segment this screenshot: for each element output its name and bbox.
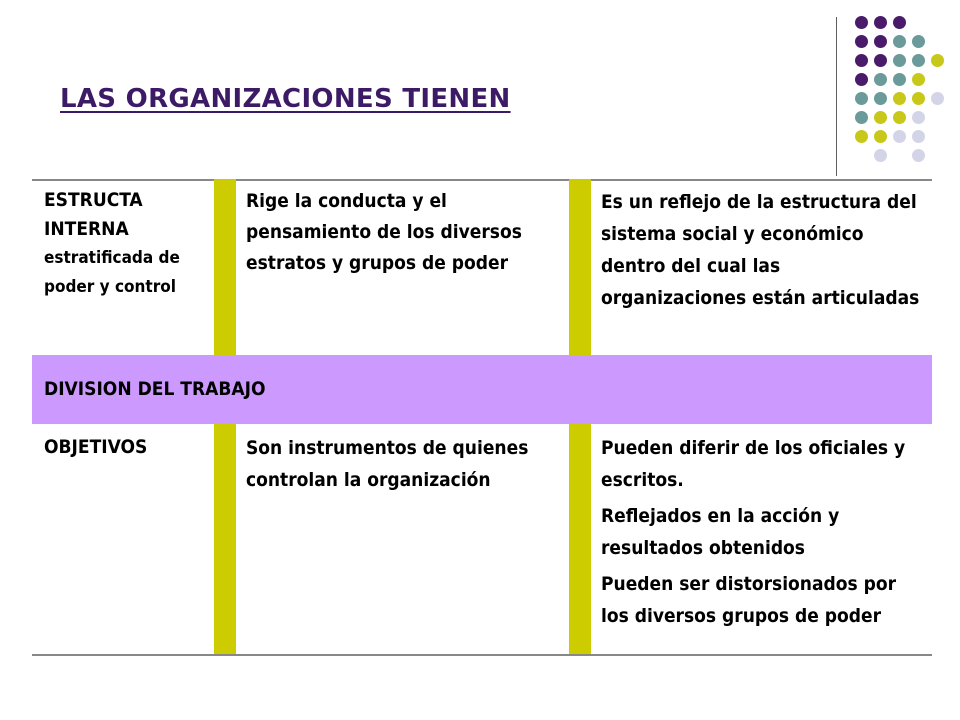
- decorative-dot: [855, 54, 868, 67]
- column-divider-bar-2-bottom: [569, 424, 591, 654]
- row1-label-cell: [44, 186, 209, 302]
- decorative-dot: [912, 149, 925, 162]
- row1-label-line4: poder y control: [44, 277, 177, 297]
- decorative-dot: [912, 54, 925, 67]
- decorative-dot: [874, 73, 887, 86]
- column-divider-bar-1-bottom: [214, 424, 236, 654]
- decorative-dot: [855, 92, 868, 105]
- table-top-border: [32, 179, 932, 181]
- decorative-dot: [912, 130, 925, 143]
- row1-label-line3: estratificada de: [44, 248, 180, 268]
- column-divider-bar-2-top: [569, 179, 591, 355]
- decorative-dot: [893, 35, 906, 48]
- row1-column2-text: Rige la conducta y el pensamiento de los diversos estratos y grupos de poder: [246, 190, 522, 274]
- decorative-dot: [855, 73, 868, 86]
- content-table: [32, 179, 932, 656]
- decorative-dot: [874, 92, 887, 105]
- decorative-dot: [893, 54, 906, 67]
- decorative-dot: [912, 73, 925, 86]
- decorative-dot: [874, 35, 887, 48]
- decorative-dot: [893, 73, 906, 86]
- decorative-dot: [931, 54, 944, 67]
- decorative-dot: [893, 16, 906, 29]
- decorative-dot: [855, 111, 868, 124]
- row2-column3-cell: [601, 432, 927, 636]
- row2-label: OBJETIVOS: [44, 436, 148, 458]
- row2-column2-text: Son instrumentos de quienes controlan la organización: [246, 437, 529, 491]
- band-label: DIVISION DEL TRABAJO: [44, 378, 266, 400]
- decorative-dot: [893, 111, 906, 124]
- row2-column3-paragraph-3: Pueden ser distorsionados por los diversos grupos de poder: [601, 573, 897, 627]
- decorative-dot: [874, 130, 887, 143]
- decorative-dot: [912, 92, 925, 105]
- decorative-dot: [874, 111, 887, 124]
- decorative-dot: [893, 130, 906, 143]
- decorative-dot: [874, 54, 887, 67]
- row2-column3-paragraph-1: Pueden diferir de los oficiales y escritos.: [601, 437, 906, 491]
- decorative-dot: [874, 149, 887, 162]
- column-divider-bar-1-top: [214, 179, 236, 355]
- decorative-dot: [855, 130, 868, 143]
- decorative-dot: [874, 16, 887, 29]
- row2-column3-paragraph-2: Reflejados en la acción y resultados obtenidos: [601, 505, 840, 559]
- row1-column3-text: Es un reflejo de la estructura del sistema social y económico dentro del cual las organizaciones están articuladas: [601, 191, 920, 309]
- slide-title: LAS ORGANIZACIONES TIENEN: [60, 84, 511, 114]
- decorative-vertical-line: [836, 17, 837, 176]
- decorative-dot: [893, 92, 906, 105]
- row1-label-line2: INTERNA: [44, 218, 129, 240]
- decorative-dot: [912, 35, 925, 48]
- decorative-dot: [855, 16, 868, 29]
- row1-label-line1: ESTRUCTA: [44, 189, 143, 211]
- decorative-dot: [912, 111, 925, 124]
- decorative-dot: [931, 92, 944, 105]
- decorative-dot: [855, 35, 868, 48]
- table-bottom-border: [32, 654, 932, 656]
